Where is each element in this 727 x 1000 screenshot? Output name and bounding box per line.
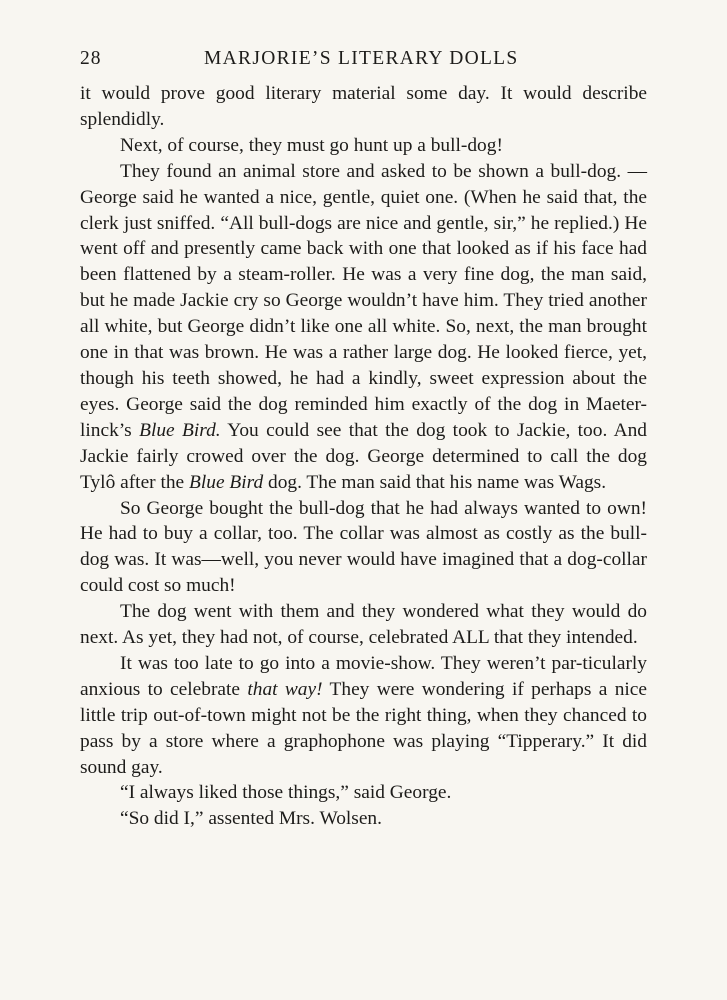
paragraph-continued: it would prove good literary material some day. It would describe splendidly. — [80, 83, 647, 130]
page-number: 28 — [80, 48, 102, 69]
paragraph: “So did I,” assented Mrs. Wolsen. — [120, 808, 382, 830]
page-header — [80, 44, 647, 78]
book-title-italic: Blue Bird. — [139, 419, 221, 441]
paragraph — [80, 159, 647, 496]
paragraph-text: You could see that the dog took to Jackie, too. And Jackie fairly crowed over the dog. George determined to call the dog Tylô after the — [80, 419, 647, 493]
paragraph-text: They were wondering if perhaps a nice little trip out-of-town might not be the right thing, when they chanced to pass by a store where a graphophone was playing “Tipperary.” It did sound gay. — [80, 678, 647, 778]
paragraph: So George bought the bull-dog that he had always wanted to own! He had to buy a collar, too. The collar was almost as costly as the bull-dog was. It was—well, you never would have imagined that a dog-collar could cost so much! — [80, 497, 647, 597]
book-page — [80, 44, 647, 832]
paragraph — [80, 651, 647, 781]
emphasis-italic: that way! — [247, 678, 323, 700]
paragraph: “I always liked those things,” said George. — [120, 782, 452, 804]
paragraph: The dog went with them and they wondered what they would do next. As yet, they had not, of course, celebrated ALL that they intended. — [80, 601, 647, 649]
paragraph-text: dog. The man said that his name was Wags. — [263, 471, 607, 493]
paragraph-text: It was too late to go into a movie-show. They weren’t par-ticularly anxious to celebrate — [80, 652, 647, 700]
book-title-italic: Blue Bird — [189, 471, 264, 493]
running-title: MARJORIE’S LITERARY DOLLS — [204, 48, 519, 69]
body-text — [80, 81, 647, 832]
paragraph-text: They found an animal store and asked to be shown a bull-dog. —George said he wanted a nice, gentle, quiet one. (When he said that, the clerk just sniffed. “All bull-dogs are nice and gentle, sir,” he replied.) He went off and presently came back with one that looked as if his face had been flattened by a steam-roller. He was a very fine dog, the man said, but he made Jackie cry so George wouldn’t have him. They tried another all white, but George didn’t like one all white. So, next, the man brought one in that was brown. He was a rather large dog. He looked fierce, yet, though his teeth showed, he had a kindly, sweet expression about the eyes. George said the dog reminded him exactly of the dog in Maeter-linck’s — [80, 160, 647, 441]
paragraph: Next, of course, they must go hunt up a bull-dog! — [120, 134, 503, 156]
